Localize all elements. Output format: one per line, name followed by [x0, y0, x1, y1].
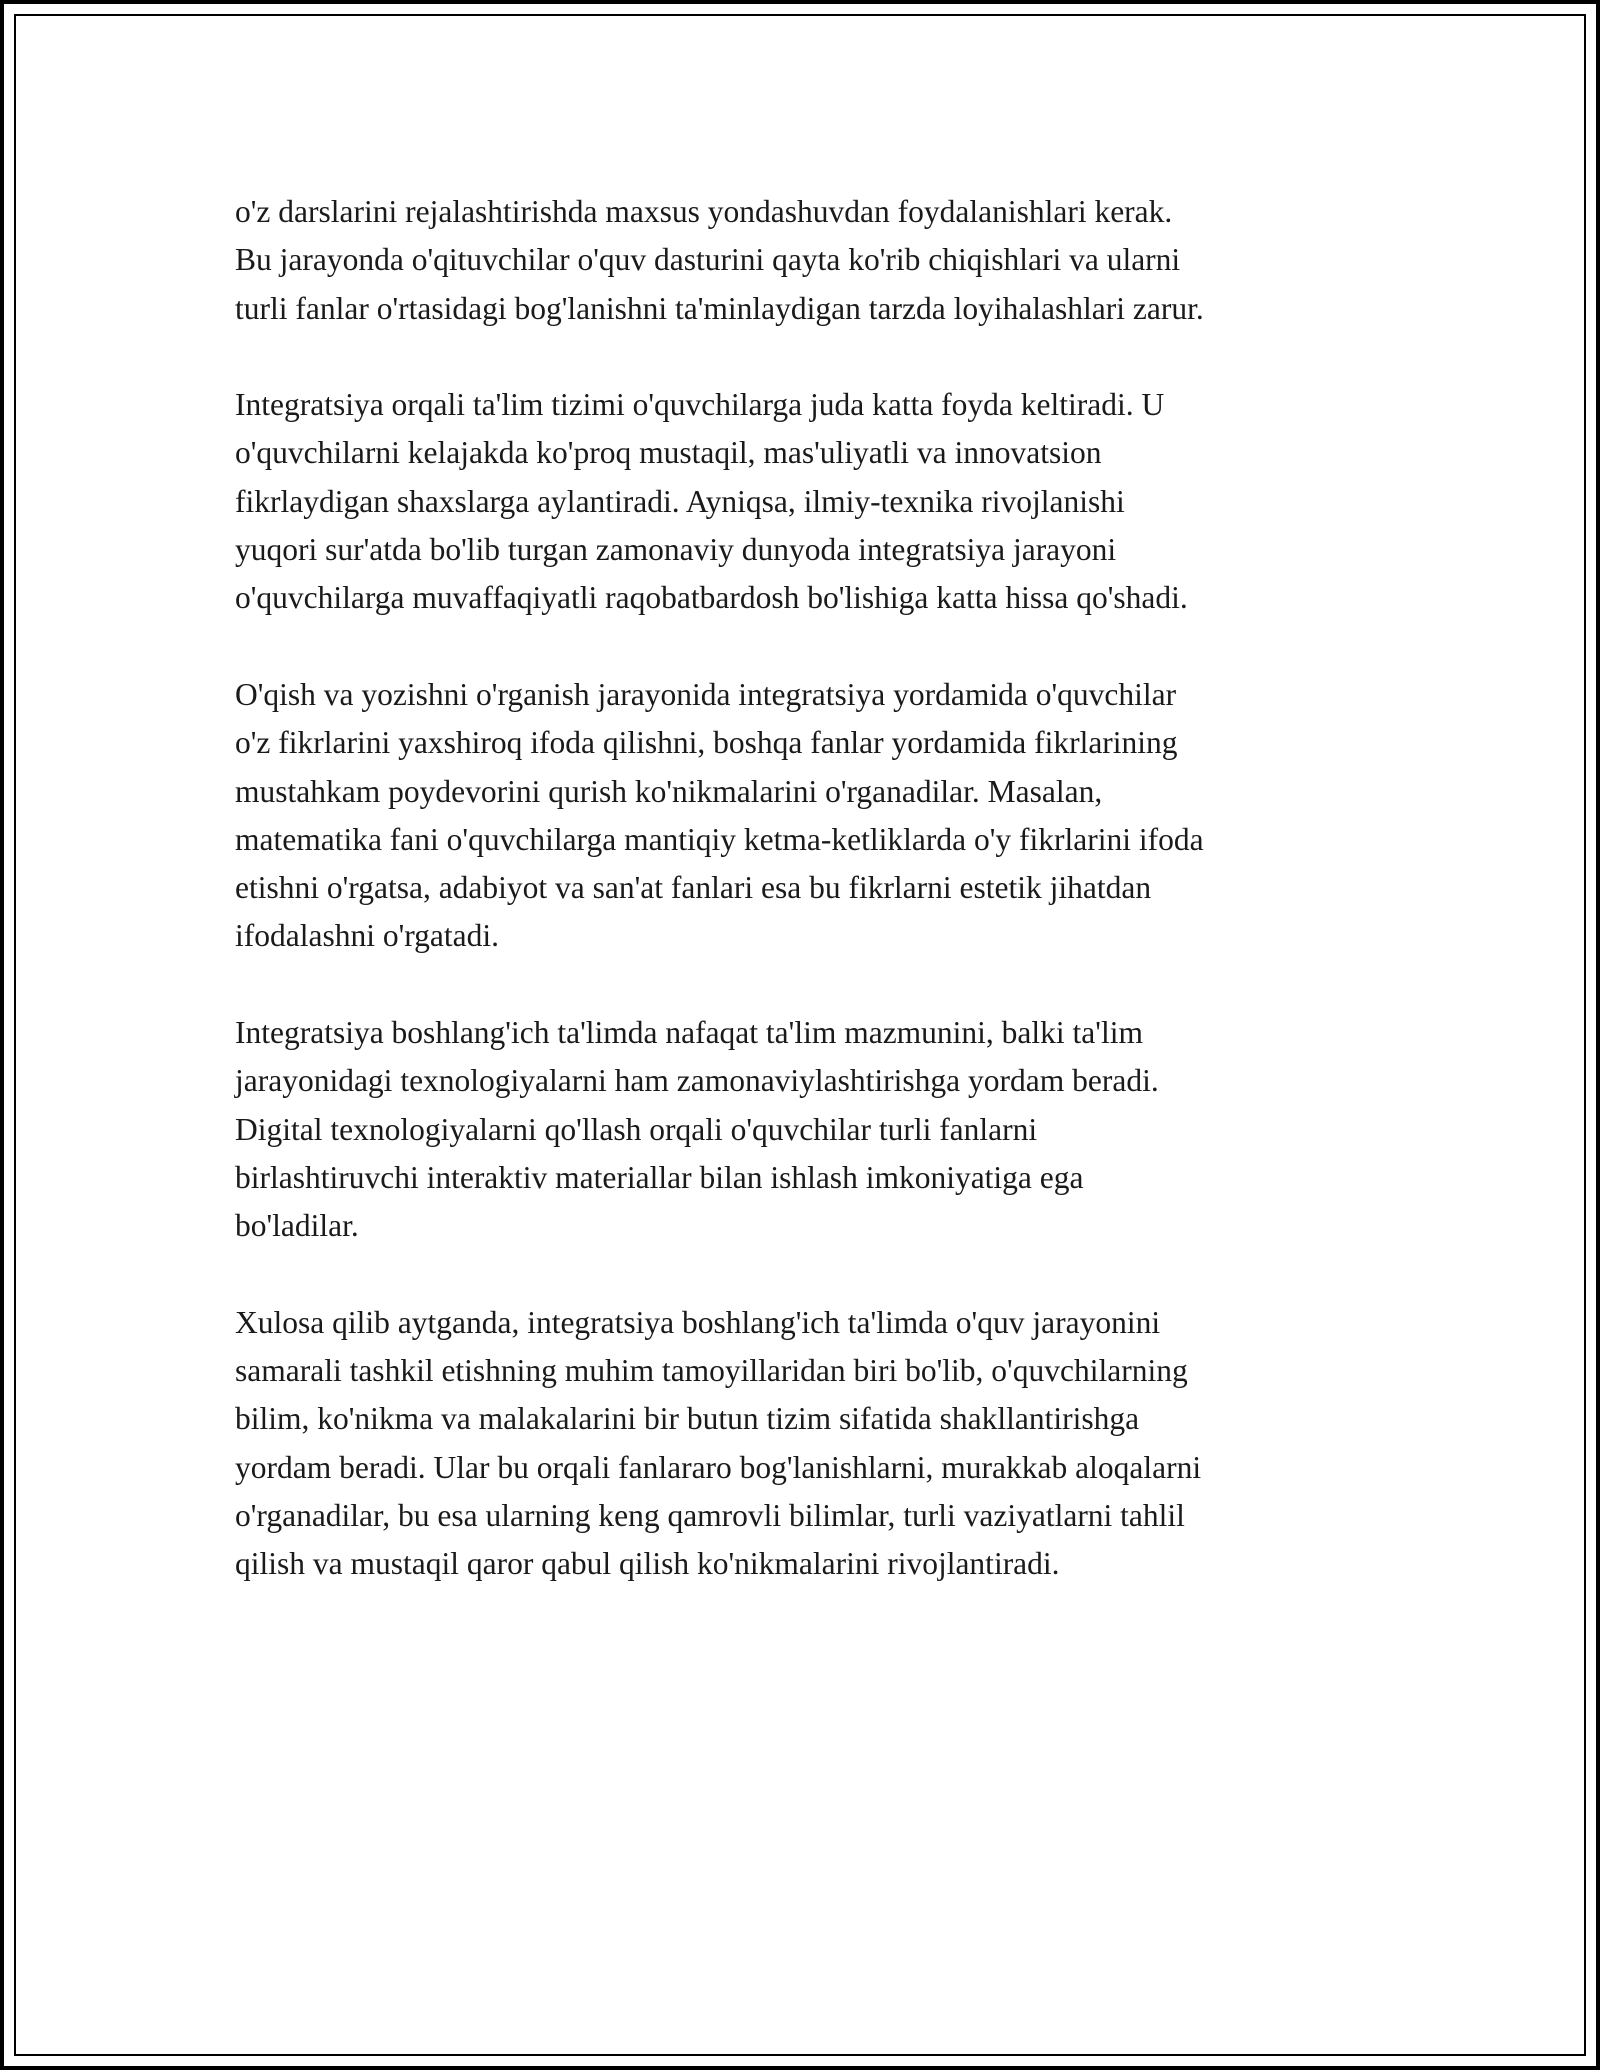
paragraph-4: Integratsiya boshlang'ich ta'limda nafaqat ta'lim mazmunini, balki ta'lim jarayonidagi texnologiyalarni ham zamonaviylashtirishga yordam beradi. Digital texnologiyalarni qo'llash orqali o'quvchilar turli fanlarni birlashtiruvchi interaktiv materiallar bilan ishlash imkoniyatiga ega bo'ladilar.	[235, 1015, 1159, 1244]
paragraph-3: O'qish va yozishni o'rganish jarayonida integratsiya yordamida o'quvchilar o'z fikrlarini yaxshiroq ifoda qilishni, boshqa fanlar yordamida fikrlarining mustahkam poydevorini qurish ko'nikmalarini o'rganadilar. Masalan, matematika fani o'quvchilarga mantiqiy ketma-ketliklarda o'y fikrlarini ifoda etishni o'rgatsa, adabiyot va san'at fanlari esa bu fikrlarni estetik jihatdan ifodalashni o'rgatadi.	[235, 676, 1204, 954]
document-body	[235, 188, 1375, 1589]
paragraph-1: o'z darslarini rejalashtirishda maxsus yondashuvdan foydalanishlari kerak. Bu jarayonda o'qituvchilar o'quv dasturini qayta ko'rib chiqishlari va ularni turli fanlar o'rtasidagi bog'lanishni ta'minlaydigan tarzda loyihalashlari zarur.	[235, 194, 1204, 326]
paragraph-2: Integratsiya orqali ta'lim tizimi o'quvchilarga juda katta foyda keltiradi. U o'quvchilarni kelajakda ko'proq mustaqil, mas'uliyatli va innovatsion fikrlaydigan shaxslarga aylantiradi. Ayniqsa, ilmiy-texnika rivojlanishi yuqori sur'atda bo'lib turgan zamonaviy dunyoda integratsiya jarayoni o'quvchilarga muvaffaqiyatli raqobatbardosh bo'lishiga katta hissa qo'shadi.	[235, 387, 1188, 616]
paragraph-5: Xulosa qilib aytganda, integratsiya boshlang'ich ta'limda o'quv jarayonini samarali tashkil etishning muhim tamoyillaridan biri bo'lib, o'quvchilarning bilim, ko'nikma va malakalarini bir butun tizim sifatida shakllantirishga yordam beradi. Ular bu orqali fanlararo bog'lanishlarni, murakkab aloqalarni o'rganadilar, bu esa ularning keng qamrovli bilimlar, turli vaziyatlarni tahlil qilish va mustaqil qaror qabul qilish ko'nikmalarini rivojlantiradi.	[235, 1304, 1202, 1582]
